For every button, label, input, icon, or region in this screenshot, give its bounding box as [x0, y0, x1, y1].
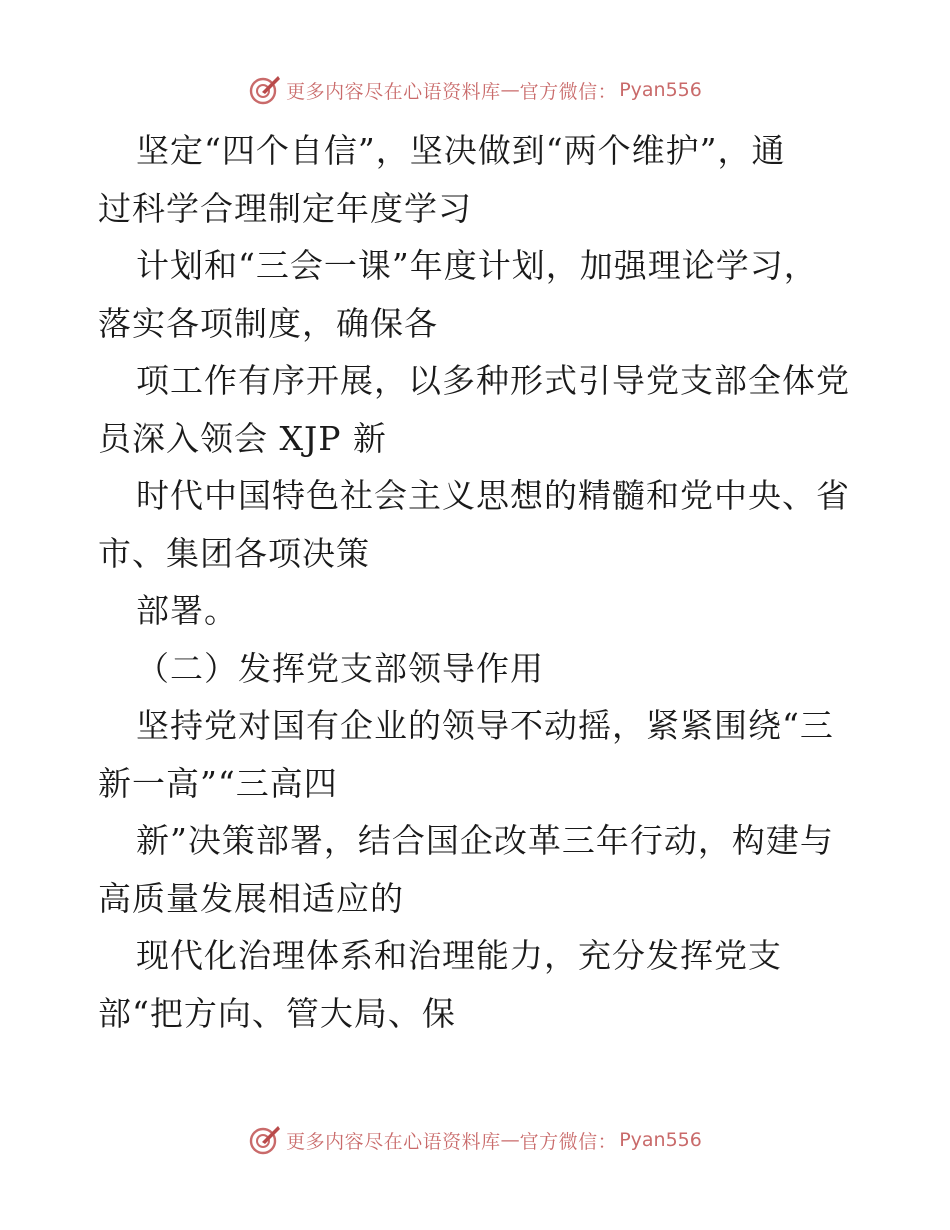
header-watermark [0, 70, 950, 110]
watermark-label: 官方微信： [519, 80, 618, 103]
text-line: 新”决策部署，结合国企改革三年行动，构建与 [136, 821, 834, 860]
quill-pen-circle-icon [248, 73, 282, 107]
text-line: 员深入领会 XJP 新 [98, 418, 387, 458]
watermark-text: 更多内容尽在心语资料库 [286, 1130, 501, 1153]
text-line: 高质量发展相适应的 [98, 878, 404, 918]
text-line: 坚定“四个自信”，坚决做到“两个维护”，通 [136, 131, 786, 170]
text-line: 市、集团各项决策 [98, 533, 370, 573]
text-line: 过科学合理制定年度学习 [98, 188, 472, 228]
footer-watermark [0, 1120, 950, 1160]
text-line: 现代化治理体系和治理能力，充分发挥党支 [136, 936, 782, 975]
watermark-id: Pyan556 [619, 79, 702, 101]
text-line: 部“把方向、管大局、保 [98, 993, 456, 1033]
watermark-text: 更多内容尽在心语资料库 [286, 80, 501, 103]
watermark-label: 官方微信： [519, 1130, 618, 1153]
text-line: 项工作有序开展，以多种形式引导党支部全体党 [136, 361, 850, 400]
watermark-separator: — [500, 79, 520, 101]
text-line: 落实各项制度，确保各 [98, 303, 438, 343]
document-body [98, 122, 858, 1042]
section-heading: （二）发挥党支部领导作用 [136, 648, 544, 688]
text-line: 新一高”“三高四 [98, 763, 338, 803]
text-line: 部署。 [136, 591, 238, 630]
text-line: 坚持党对国有企业的领导不动摇，紧紧围绕“三 [136, 706, 834, 745]
text-line: 计划和“三会一课”年度计划，加强理论学习， [136, 246, 818, 285]
text-line: 时代中国特色社会主义思想的精髓和党中央、省 [136, 476, 850, 515]
watermark-separator: — [500, 1129, 520, 1151]
watermark-id: Pyan556 [619, 1129, 702, 1151]
quill-pen-circle-icon [248, 1123, 282, 1157]
